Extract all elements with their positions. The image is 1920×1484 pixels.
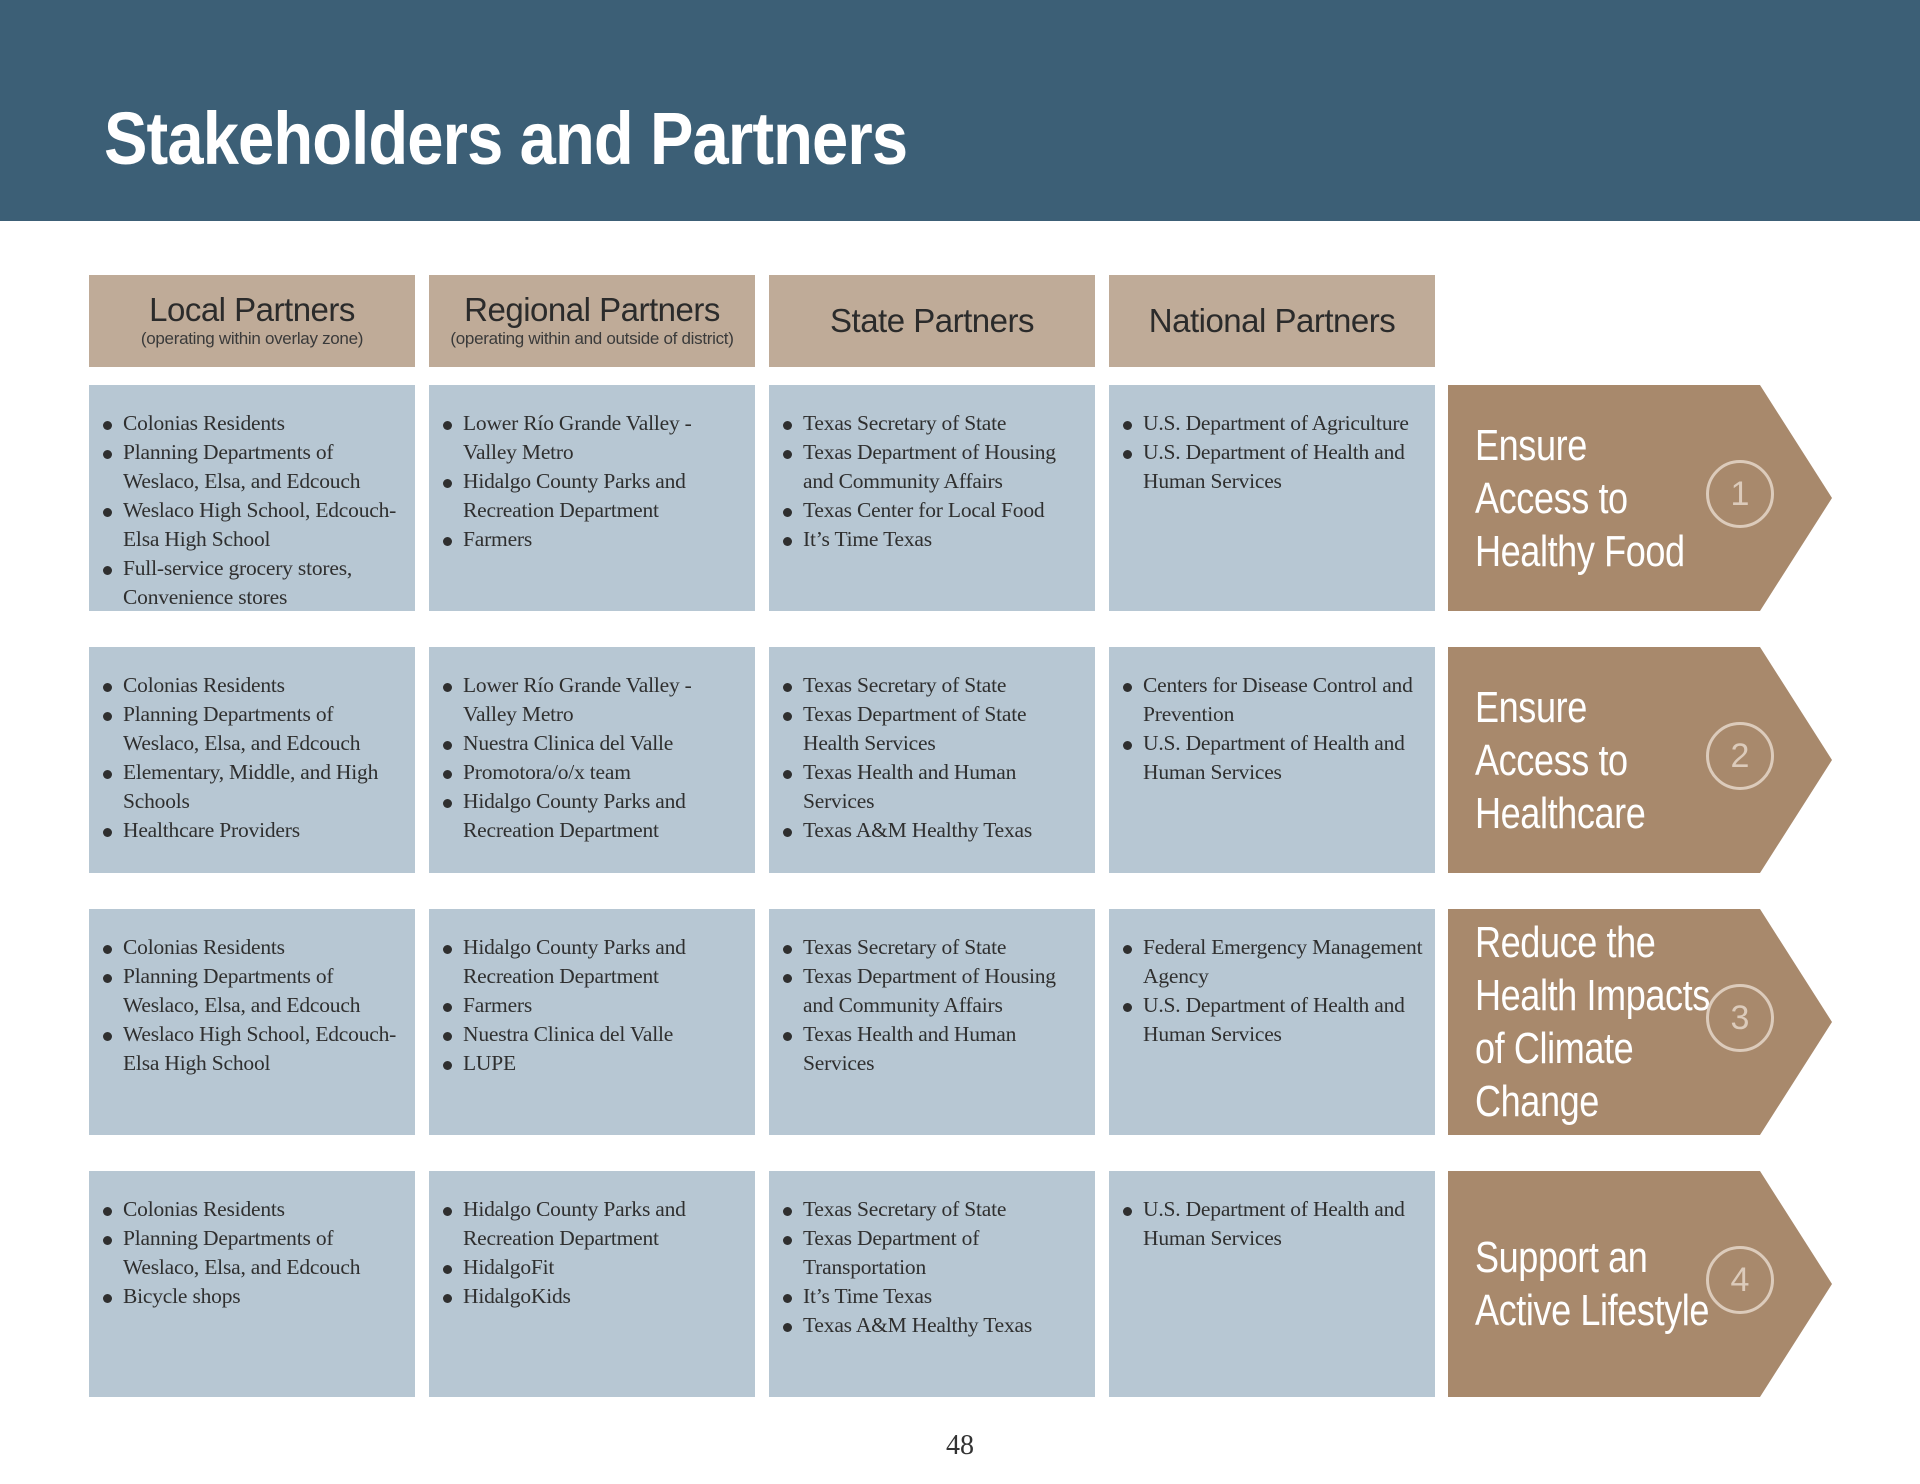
partner-list-item: Colonias Residents [101,1195,405,1224]
partner-list-item: Hidalgo County Parks and Recreation Department [441,1195,745,1253]
partner-cell [769,647,1095,873]
goal-arrow [1448,385,1834,611]
partner-cell [89,1171,415,1397]
partner-list [1121,933,1425,1049]
partner-list-item: Texas Secretary of State [781,1195,1085,1224]
partner-list [781,409,1085,554]
column-header [1109,275,1435,367]
partner-list-item: U.S. Department of Health and Human Services [1121,729,1425,787]
partner-cell [769,1171,1095,1397]
partner-list-item: Promotora/o/x team [441,758,745,787]
partner-list [1121,671,1425,787]
partner-list-item: Planning Departments of Weslaco, Elsa, and Edcouch [101,700,405,758]
partner-list [441,671,745,845]
goal-label: Ensure Access to Healthcare [1475,682,1646,838]
partner-list-item: LUPE [441,1049,745,1078]
partner-list-item: Texas Health and Human Services [781,1020,1085,1078]
partner-list-item: Nuestra Clinica del Valle [441,1020,745,1049]
partner-list-item: Farmers [441,991,745,1020]
partner-list-item: Texas Center for Local Food [781,496,1085,525]
goal-label: Support an Active Lifestyle [1475,1233,1710,1335]
partner-list-item: Texas A&M Healthy Texas [781,816,1085,845]
column-header [89,275,415,367]
partner-list-item: U.S. Department of Health and Human Services [1121,438,1425,496]
goal-arrow [1448,1171,1834,1397]
partner-list-item: Planning Departments of Weslaco, Elsa, and Edcouch [101,962,405,1020]
partner-list-item: Healthcare Providers [101,816,405,845]
partner-list-item: Colonias Residents [101,409,405,438]
partner-cell [769,909,1095,1135]
goal-number-badge: 2 [1706,722,1774,790]
partner-list-item: Full-service grocery stores, Convenience stores [101,554,405,612]
partner-list [101,1195,405,1311]
partner-cell [1109,385,1435,611]
goal-arrow [1448,647,1834,873]
page-number: 48 [946,1430,974,1461]
partner-list [781,1195,1085,1340]
partner-list [441,1195,745,1311]
partner-list [1121,409,1425,496]
partner-list-item: It’s Time Texas [781,525,1085,554]
partner-list [101,933,405,1078]
partner-cell [429,1171,755,1397]
goal-label: Ensure Access to Healthy Food [1475,420,1685,576]
partner-list-item: Texas Department of Transportation [781,1224,1085,1282]
partner-list-item: U.S. Department of Health and Human Services [1121,991,1425,1049]
partner-cell [429,385,755,611]
column-header [769,275,1095,367]
column-header-title: Local Partners [149,291,355,328]
column-header-title: Regional Partners [464,291,720,328]
partner-list-item: Federal Emergency Management Agency [1121,933,1425,991]
partner-list-item: It’s Time Texas [781,1282,1085,1311]
partner-list [101,409,405,612]
partner-cell [89,909,415,1135]
partner-list-item: Texas Department of State Health Services [781,700,1085,758]
goal-label: Reduce the Health Impacts of Climate Change [1475,918,1710,1126]
partner-list-item: Lower Río Grande Valley - Valley Metro [441,671,745,729]
partner-list [441,933,745,1078]
partner-list-item: Texas Department of Housing and Community Affairs [781,438,1085,496]
partner-list-item: Lower Río Grande Valley - Valley Metro [441,409,745,467]
partner-list [101,671,405,845]
goal-number-badge: 3 [1706,984,1774,1052]
partner-cell [1109,1171,1435,1397]
partner-list-item: Hidalgo County Parks and Recreation Department [441,933,745,991]
column-header-subtitle: (operating within and outside of district) [450,329,734,348]
partner-list [1121,1195,1425,1253]
partner-cell [429,909,755,1135]
partner-list-item: Texas Secretary of State [781,409,1085,438]
partner-list-item: Elementary, Middle, and High Schools [101,758,405,816]
partner-cell [89,385,415,611]
partner-list-item: Weslaco High School, Edcouch-Elsa High School [101,1020,405,1078]
partner-cell [769,385,1095,611]
partner-list-item: Colonias Residents [101,933,405,962]
partner-list-item: Texas Health and Human Services [781,758,1085,816]
partner-list-item: U.S. Department of Health and Human Services [1121,1195,1425,1253]
partner-cell [89,647,415,873]
partner-list-item: Texas Secretary of State [781,933,1085,962]
partner-list [781,933,1085,1078]
partner-cell [429,647,755,873]
goal-number-badge: 1 [1706,460,1774,528]
goal-arrow [1448,909,1834,1135]
partner-list-item: Planning Departments of Weslaco, Elsa, and Edcouch [101,1224,405,1282]
title-banner [0,0,1920,221]
partner-list [441,409,745,554]
partner-list-item: Planning Departments of Weslaco, Elsa, and Edcouch [101,438,405,496]
partner-cell [1109,647,1435,873]
partner-list-item: Hidalgo County Parks and Recreation Department [441,467,745,525]
column-header-title: National Partners [1148,302,1396,339]
partner-list-item: Nuestra Clinica del Valle [441,729,745,758]
partner-cell [1109,909,1435,1135]
partner-list-item: Colonias Residents [101,671,405,700]
column-header-title: State Partners [830,302,1034,339]
partner-list [781,671,1085,845]
partner-list-item: Weslaco High School, Edcouch-Elsa High School [101,496,405,554]
partner-list-item: HidalgoFit [441,1253,745,1282]
page-title: Stakeholders and Partners [104,97,908,180]
column-header [429,275,755,367]
partner-list-item: Texas A&M Healthy Texas [781,1311,1085,1340]
partner-list-item: Centers for Disease Control and Prevention [1121,671,1425,729]
partner-list-item: Hidalgo County Parks and Recreation Department [441,787,745,845]
partner-list-item: HidalgoKids [441,1282,745,1311]
goal-number-badge: 4 [1706,1246,1774,1314]
partner-list-item: Bicycle shops [101,1282,405,1311]
partner-list-item: Texas Department of Housing and Community Affairs [781,962,1085,1020]
partner-list-item: Texas Secretary of State [781,671,1085,700]
column-header-subtitle: (operating within overlay zone) [140,329,364,348]
partner-list-item: Farmers [441,525,745,554]
partner-list-item: U.S. Department of Agriculture [1121,409,1425,438]
